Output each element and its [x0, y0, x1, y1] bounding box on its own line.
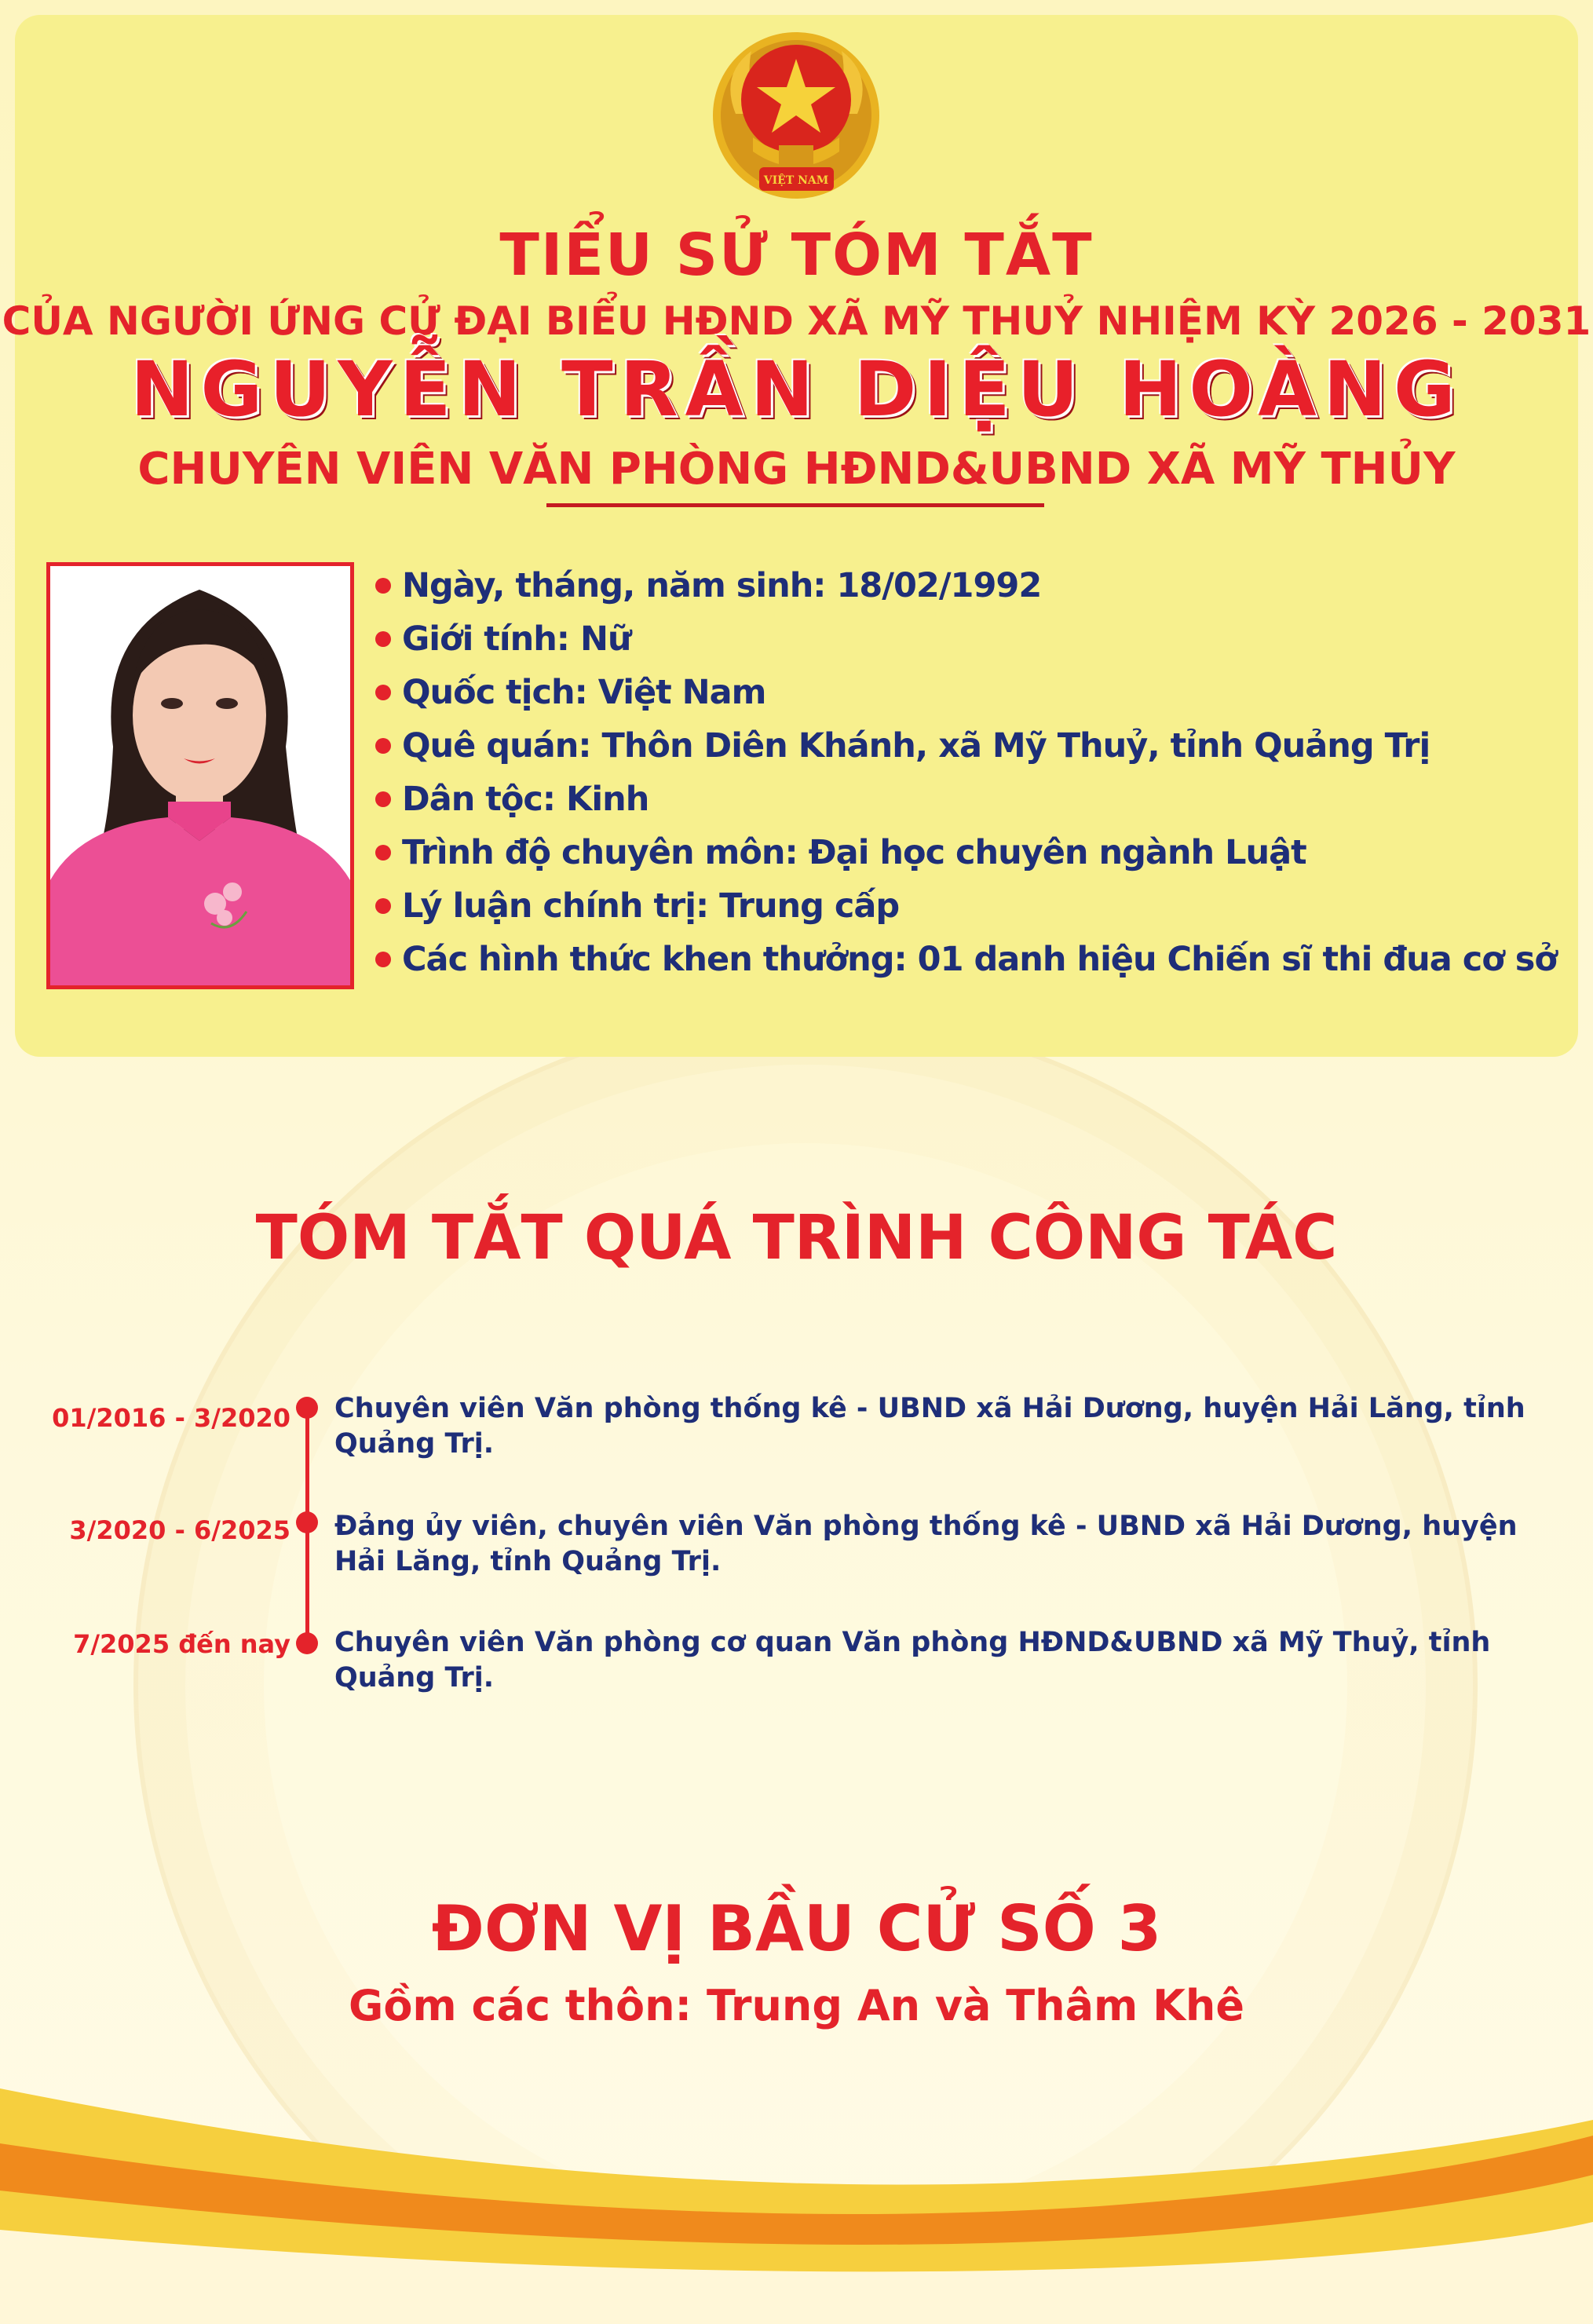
info-text: Ngày, tháng, năm sinh: 18/02/1992	[402, 566, 1042, 605]
bullet-icon	[375, 791, 391, 807]
electoral-unit-villages: Gồm các thôn: Trung An và Thâm Khê	[349, 1981, 1244, 2030]
bullet-icon	[375, 952, 391, 967]
info-text: Giới tính: Nữ	[402, 619, 631, 659]
info-gender	[375, 612, 1569, 666]
electoral-unit-title: ĐƠN VỊ BẦU CỬ SỐ 3	[431, 1892, 1162, 1965]
info-ethnicity	[375, 773, 1569, 826]
position-underline	[546, 503, 1044, 507]
timeline-text: Chuyên viên Văn phòng thống kê - UBND xã Hải Dương, huyện Hải Lăng, tỉnh Quảng Trị.	[334, 1393, 1525, 1460]
timeline-text: Chuyên viên Văn phòng cơ quan Văn phòng HĐND&UBND xã Mỹ Thuỷ, tỉnh Quảng Trị.	[334, 1627, 1491, 1694]
info-text: Lý luận chính trị: Trung cấp	[402, 886, 900, 926]
info-hometown	[375, 719, 1569, 773]
timeline-date: 01/2016 - 3/2020	[52, 1403, 290, 1433]
info-text: Các hình thức khen thưởng: 01 danh hiệu Chiến sĩ thi đua cơ sở	[402, 940, 1557, 979]
info-education	[375, 826, 1569, 879]
bullet-icon	[375, 631, 391, 647]
info-text: Trình độ chuyên môn: Đại học chuyên ngành Luật	[402, 833, 1306, 872]
bullet-icon	[375, 738, 391, 754]
timeline-dot	[296, 1632, 318, 1654]
timeline-dot	[296, 1511, 318, 1533]
candidate-photo	[46, 562, 354, 989]
bullet-icon	[375, 845, 391, 861]
info-text: Quê quán: Thôn Diên Khánh, xã Mỹ Thuỷ, tỉnh Quảng Trị	[402, 726, 1430, 766]
timeline-date: 3/2020 - 6/2025	[69, 1515, 290, 1545]
svg-text:VIỆT NAM: VIỆT NAM	[763, 174, 829, 187]
candidate-name: NGUYỄN TRẦN DIỆU HOÀNG	[130, 345, 1463, 433]
info-birthdate	[375, 559, 1569, 612]
document-title: TIỂU SỬ TÓM TẮT	[499, 221, 1094, 289]
info-text: Quốc tịch: Việt Nam	[402, 673, 766, 712]
info-political-theory	[375, 879, 1569, 933]
bottom-wave-decoration	[0, 2073, 1593, 2324]
timeline-dot	[296, 1397, 318, 1419]
portrait-image	[50, 566, 350, 985]
national-emblem-icon	[704, 27, 889, 208]
timeline-text: Đảng ủy viên, chuyên viên Văn phòng thống kê - UBND xã Hải Dương, huyện Hải Lăng, tỉnh Quảng Trị.	[334, 1511, 1518, 1577]
info-text: Dân tộc: Kinh	[402, 780, 649, 819]
timeline-date: 7/2025 đến nay	[73, 1629, 290, 1659]
bullet-icon	[375, 685, 391, 700]
candidate-position: CHUYÊN VIÊN VĂN PHÒNG HĐND&UBND XÃ MỸ THỦY	[137, 444, 1456, 495]
info-awards	[375, 933, 1569, 986]
bullet-icon	[375, 578, 391, 594]
info-nationality	[375, 666, 1569, 719]
personal-info-list	[375, 559, 1569, 986]
document-subtitle: CỦA NGƯỜI ỨNG CỬ ĐẠI BIỂU HĐND XÃ MỸ THUỶ NHIỆM KỲ 2026 - 2031	[2, 298, 1591, 344]
bullet-icon	[375, 898, 391, 914]
work-history-title: TÓM TẮT QUÁ TRÌNH CÔNG TÁC	[255, 1203, 1338, 1273]
